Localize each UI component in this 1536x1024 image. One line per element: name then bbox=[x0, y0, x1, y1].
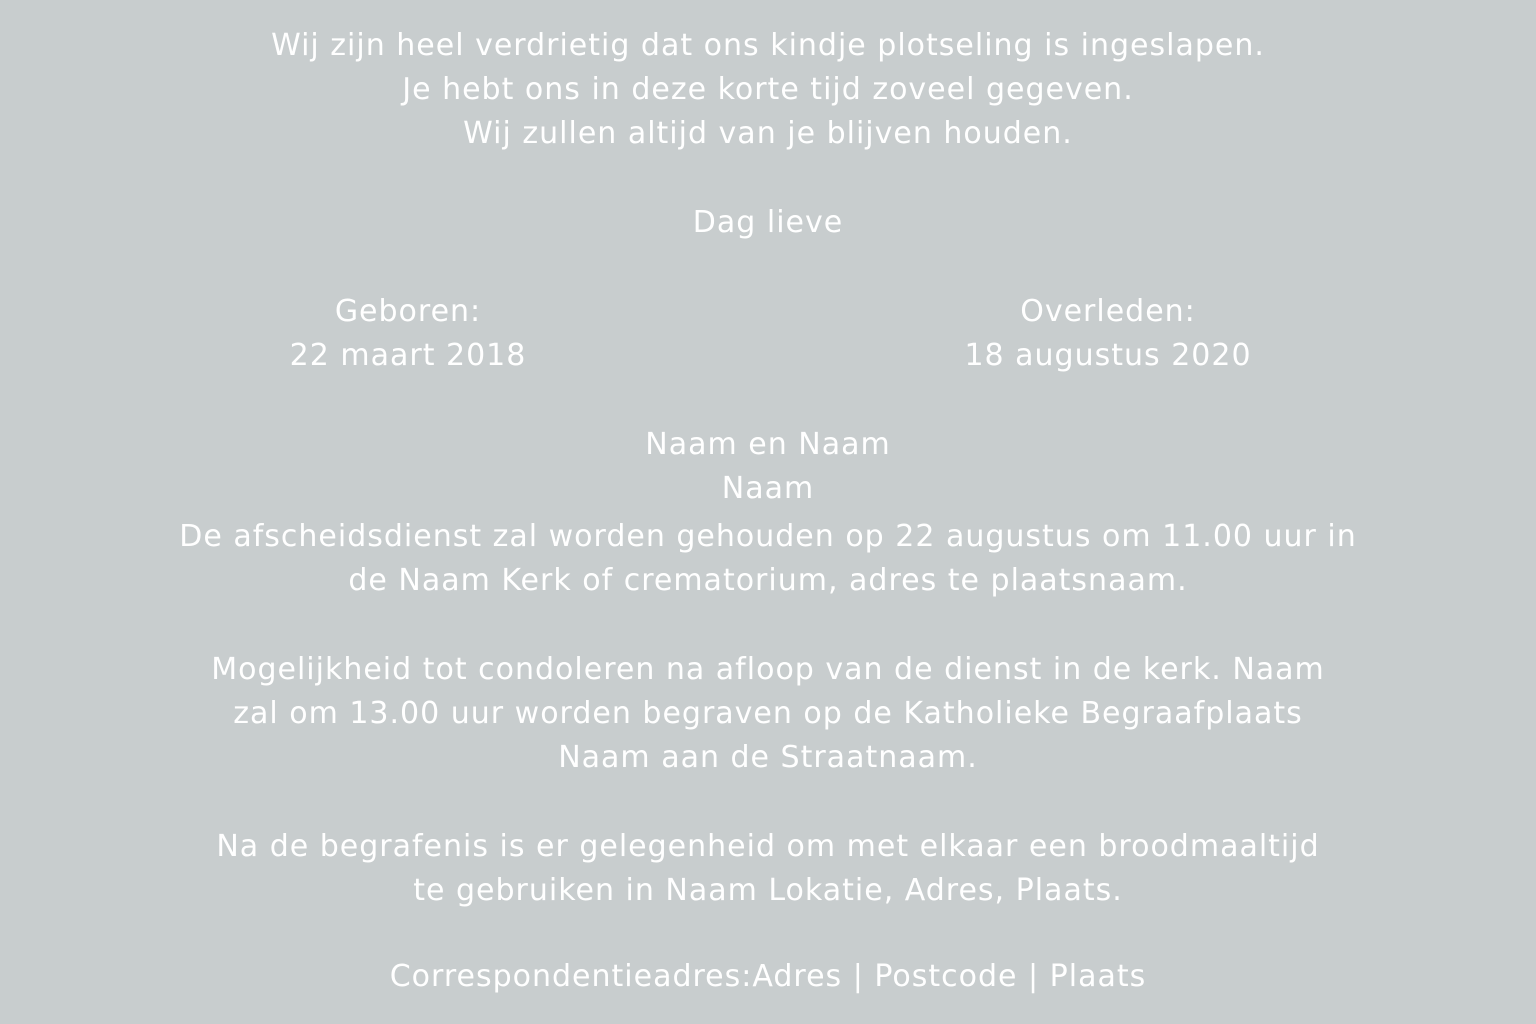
farewell-text: Dag lieve bbox=[692, 205, 844, 240]
intro-line-1: Wij zijn heel verdrietig dat ons kindje plotseling is ingeslapen. bbox=[271, 28, 1265, 63]
meal-line-1: Na de begrafenis is er gelegenheid om met elkaar een broodmaaltijd bbox=[216, 829, 1320, 864]
condolence-line-3: Naam aan de Straatnaam. bbox=[558, 740, 978, 775]
intro-line-2: Je hebt ons in deze korte tijd zoveel gegeven. bbox=[402, 72, 1134, 107]
born-label: Geboren: bbox=[334, 294, 482, 329]
service-line-2: de Naam Kerk of crematorium, adres te plaatsnaam. bbox=[348, 563, 1188, 598]
parents-names: Naam en Naam bbox=[645, 427, 891, 462]
intro-line-3: Wij zullen altijd van je blijven houden. bbox=[463, 116, 1073, 151]
condolence-line-2: zal om 13.00 uur worden begraven op de Katholieke Begraafplaats bbox=[233, 696, 1303, 731]
sibling-name: Naam bbox=[721, 471, 815, 506]
meal-line-2: te gebruiken in Naam Lokatie, Adres, Plaats. bbox=[413, 873, 1123, 908]
died-date: 18 augustus 2020 bbox=[964, 338, 1252, 373]
born-date: 22 maart 2018 bbox=[289, 338, 527, 373]
died-label: Overleden: bbox=[1020, 294, 1196, 329]
condolence-line-1: Mogelijkheid tot condoleren na afloop van de dienst in de kerk. Naam bbox=[211, 652, 1325, 687]
service-line-1: De afscheidsdienst zal worden gehouden op 22 augustus om 11.00 uur in bbox=[179, 519, 1357, 554]
correspondence-address: Correspondentieadres:Adres | Postcode | Plaats bbox=[389, 959, 1147, 994]
